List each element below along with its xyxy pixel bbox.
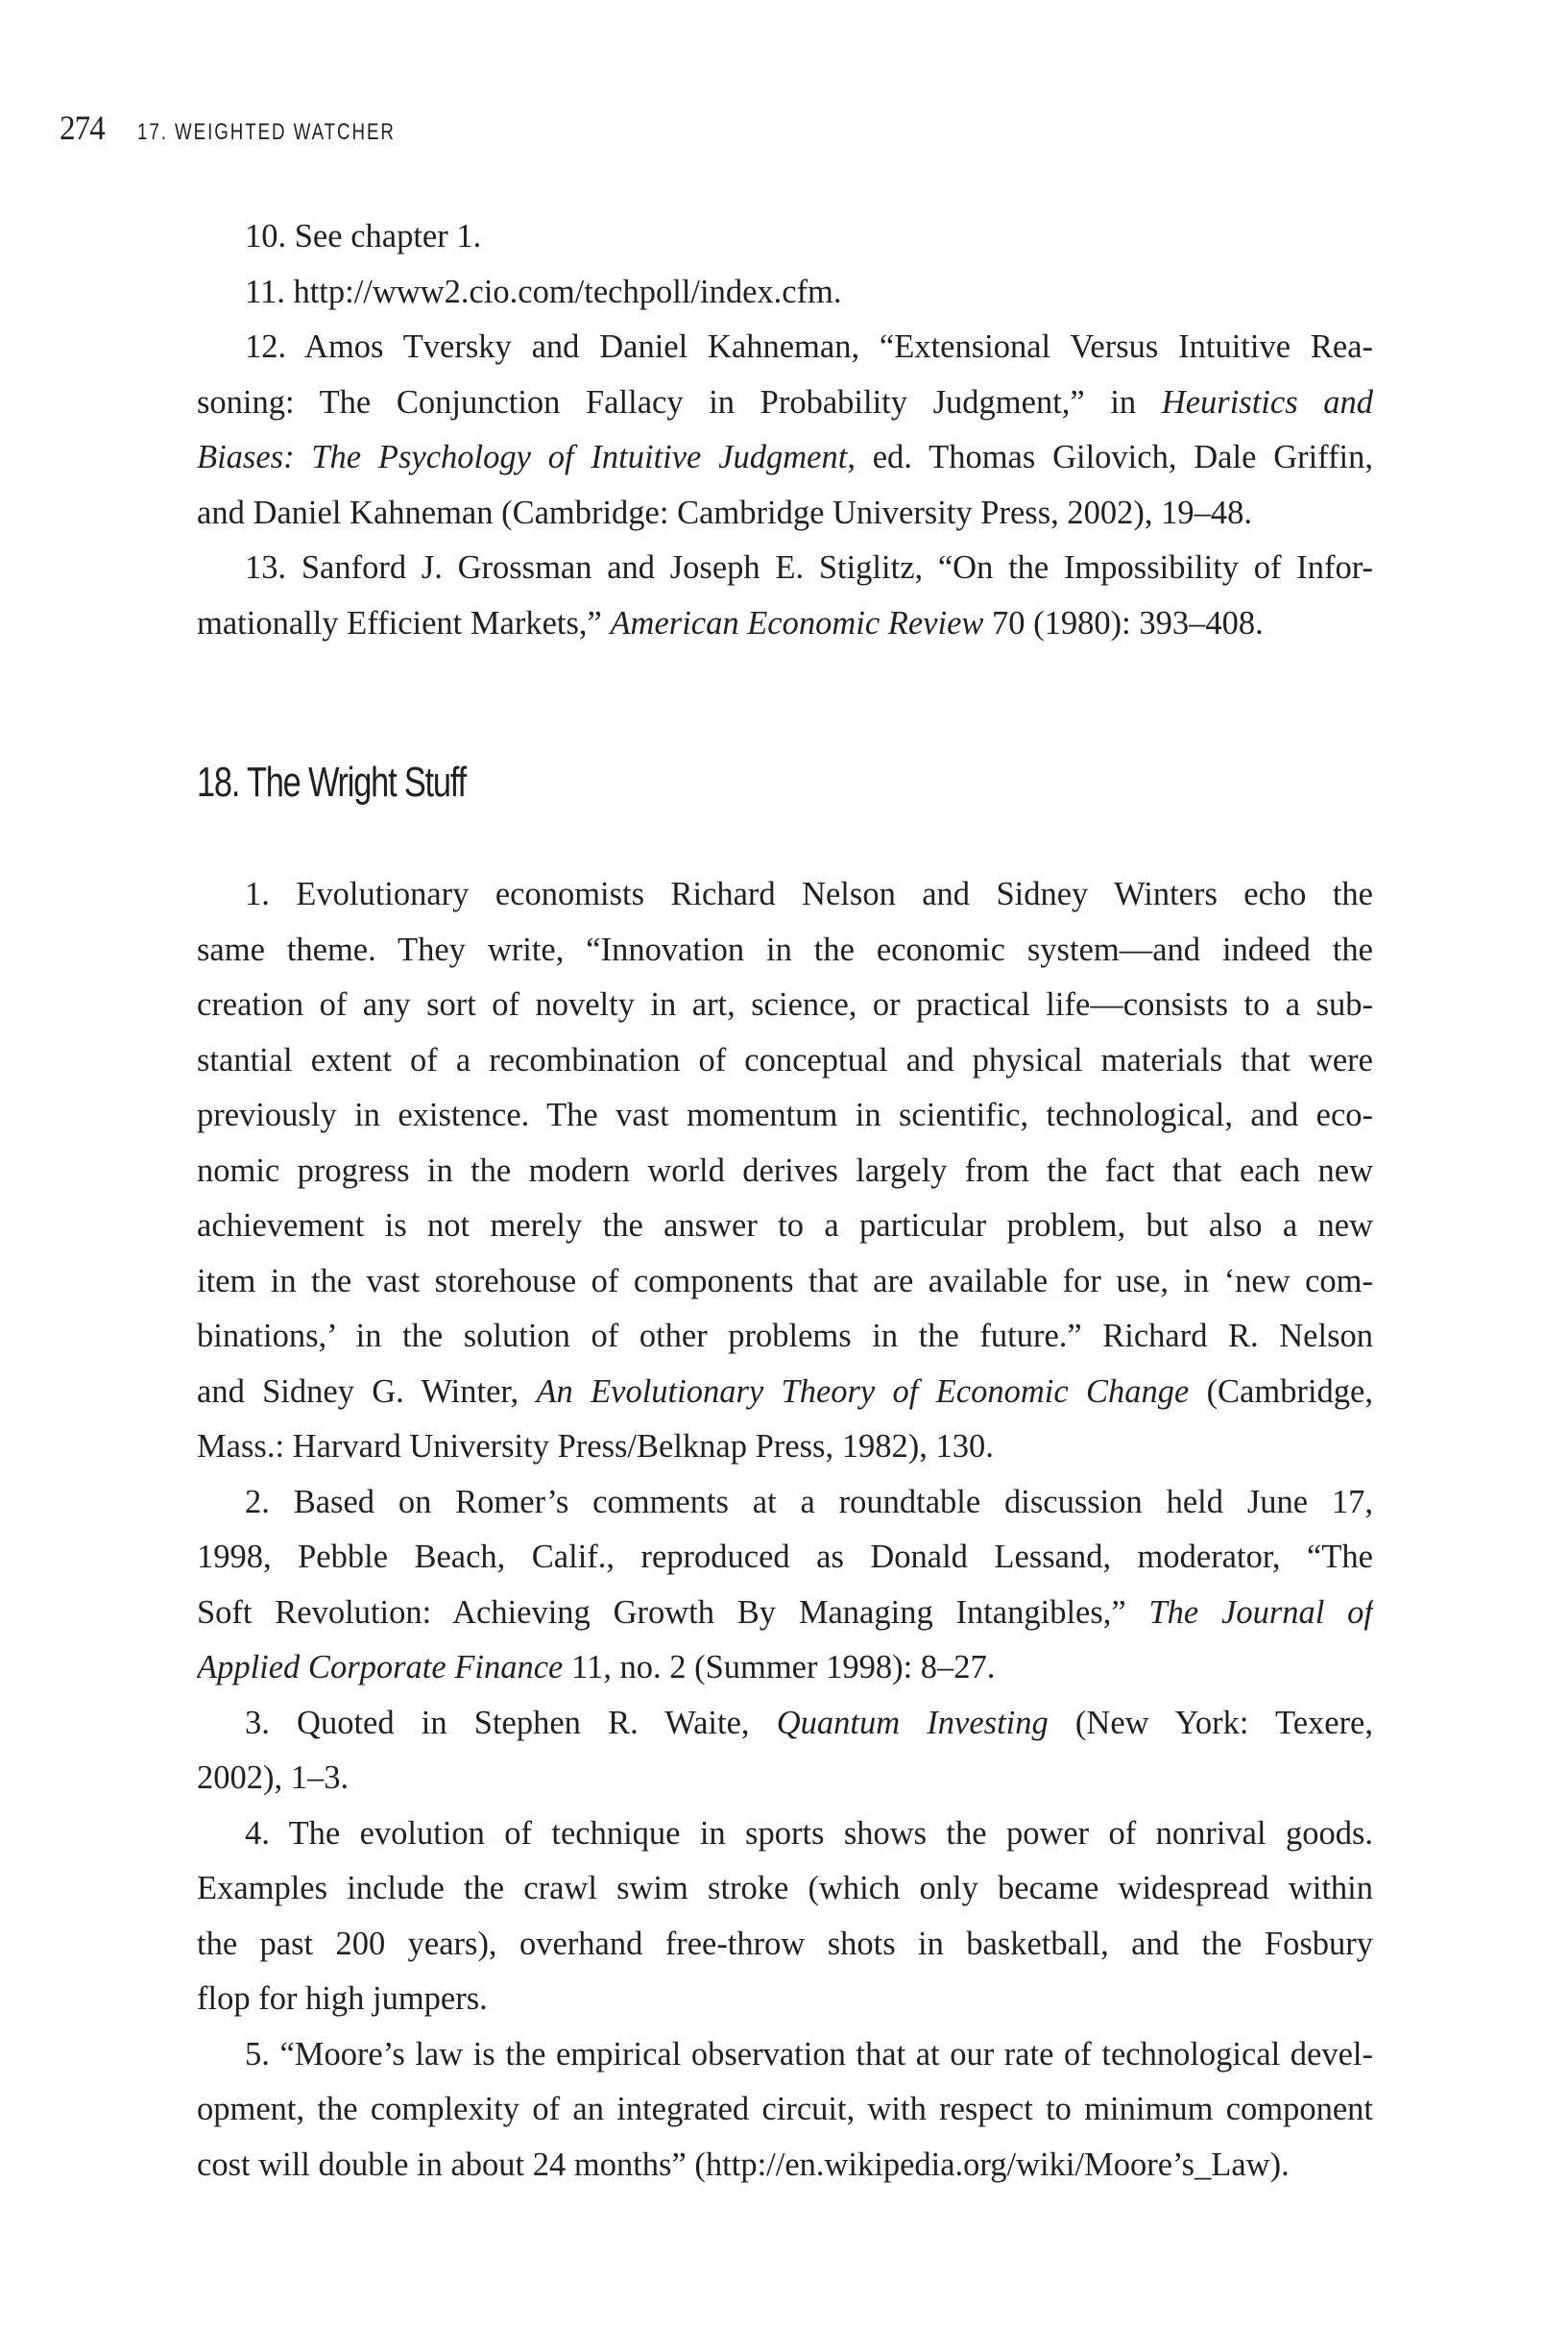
- note-12: 12. Amos Tversky and Daniel Kahneman, “Extensional Versus Intuitive Rea- soning: The Conjunction Fallacy in Probability Judgment,” in Heuristics and Biases: The Psychology of Intuitive Judgment, ed. Thomas Gilovich, Dale Griffin, and Daniel Kahneman (Cambridge: Cambridge University Press, 2002), 19–48.: [197, 328, 1373, 531]
- chapter-running-title: 17. WEIGHTED WATCHER: [137, 119, 396, 145]
- note-10: 10. See chapter 1.: [245, 218, 482, 255]
- notes-chapter-17: [197, 209, 1373, 651]
- running-head: [60, 108, 469, 146]
- note-3: 3. Quoted in Stephen R. Waite, Quantum Investing (New York: Texere, 2002), 1–3.: [197, 1704, 1373, 1796]
- note-2: 2. Based on Romer’s comments at a roundtable discussion held June 17, 1998, Pebble Beach, Calif., reproduced as Donald Lessand, moderator, “The Soft Revolution: Achieving Growth By Managing Intangibles,” The Journal of Applied Corporate Finance 11, no. 2 (Summer 1998): 8–27.: [197, 1483, 1373, 1685]
- note-11: 11. http://www2.cio.com/techpoll/index.cfm.: [245, 273, 842, 310]
- notes-chapter-18: [197, 867, 1373, 2193]
- note-1: 1. Evolutionary economists Richard Nelson and Sidney Winters echo the same theme. They write, “Innovation in the economic system—and indeed the creation of any sort of novelty in art, science, or practical life—consists to a sub- stantial extent of a recombination of conceptual and physical materials that were previously in existence. The vast momentum in scientific, technological, and eco- nomic progress in the modern world derives largely from the fact that each new achievement is not merely the answer to a particular problem, but also a new item in the vast storehouse of components that are available for use, in ‘new com- binations,’ in the solution of other problems in the future.” Richard R. Nelson and Sidney G. Winter, An Evolutionary Theory of Economic Change (Cambridge, Mass.: Harvard University Press/Belknap Press, 1982), 130.: [197, 876, 1373, 1465]
- section-heading: 18. The Wright Stuff: [197, 759, 466, 806]
- page-number: 274: [60, 109, 105, 147]
- note-4: 4. The evolution of technique in sports shows the power of nonrival goods. Examples include the crawl swim stroke (which only became widespread within the past 200 years), overhand free-throw shots in basketball, and the Fosbury flop for high jumpers.: [197, 1814, 1373, 2017]
- note-5: 5. “Moore’s law is the empirical observation that at our rate of technological devel- opment, the complexity of an integrated circuit, with respect to minimum component cost will double in about 24 months” (http://en.wikipedia.org/wiki/Moore’s_Law).: [197, 2035, 1373, 2183]
- note-13: 13. Sanford J. Grossman and Joseph E. Stiglitz, “On the Impossibility of Infor- mationally Efficient Markets,” American Economic Review 70 (1980): 393–408.: [197, 549, 1373, 642]
